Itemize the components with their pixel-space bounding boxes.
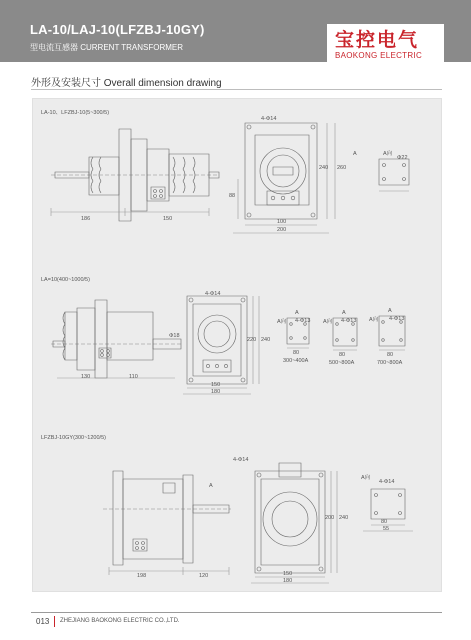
dim-4-phi14-3: 4-Φ14 xyxy=(233,457,249,463)
dim-180: 180 xyxy=(211,389,221,395)
rating-300-400a: 300~400A xyxy=(283,358,309,364)
dim-88: 88 xyxy=(229,193,236,199)
page-subtitle: 型电流互感器 CURRENT TRANSFORMER xyxy=(30,43,184,52)
dim-110: 110 xyxy=(129,374,138,380)
dim-150: 150 xyxy=(163,216,173,222)
section-divider xyxy=(31,89,442,90)
page-number: 013 xyxy=(36,617,50,626)
dim-4-phi13-1: 4-Φ13 xyxy=(295,318,311,324)
dim-150-3: 150 xyxy=(283,571,293,577)
dim-200: 200 xyxy=(277,227,287,233)
drawing-panel xyxy=(32,98,442,592)
dim-4-phi13-2: 4-Φ13 xyxy=(341,318,357,324)
view-a-label-4: A向 xyxy=(361,475,371,481)
dim-130: 130 xyxy=(81,374,91,380)
dim-80-3: 80 xyxy=(387,352,394,358)
dim-80-1: 80 xyxy=(293,350,300,356)
view-marker-a-1: A xyxy=(295,310,299,316)
view-marker-a: A xyxy=(353,151,357,157)
drawing-3-label: LFZBJ-10GY(300~1200/5) xyxy=(41,435,106,441)
view-a-label-3: A向 xyxy=(369,317,379,323)
dim-55: 55 xyxy=(383,526,390,532)
view-a-label-2: A向 xyxy=(323,319,333,325)
view-marker-a-2: A xyxy=(342,310,346,316)
footer-separator xyxy=(54,616,55,627)
logo-chinese-text: 宝控电气 xyxy=(335,29,420,51)
dim-186: 186 xyxy=(81,216,91,222)
drawing-2-svg xyxy=(33,284,441,414)
dim-240-2: 240 xyxy=(261,337,271,343)
section-title: 外形及安装尺寸 Overall dimension drawing xyxy=(31,78,222,89)
dim-198: 198 xyxy=(137,573,147,579)
dim-100: 100 xyxy=(277,219,287,225)
rating-700-800a: 700~800A xyxy=(377,360,403,366)
footer-company: ZHEJIANG BAOKONG ELECTRIC CO.,LTD. xyxy=(60,618,180,624)
dim-phi22: Φ22 xyxy=(397,155,408,161)
footer-divider xyxy=(31,612,442,613)
drawing-1-svg xyxy=(33,99,441,264)
dim-120: 120 xyxy=(199,573,209,579)
rating-500-800a: 500~800A xyxy=(329,360,355,366)
dim-200-2: 200 xyxy=(325,515,335,521)
dim-150-2: 150 xyxy=(211,382,221,388)
view-a-label-1: A向 xyxy=(277,319,287,325)
drawing-3-svg xyxy=(33,449,441,589)
dim-220: 220 xyxy=(247,337,257,343)
dim-260: 260 xyxy=(337,165,347,171)
dim-80-4: 80 xyxy=(381,519,388,525)
dim-phi18: Φ18 xyxy=(169,333,180,339)
company-logo xyxy=(327,24,444,64)
dim-240-3: 240 xyxy=(339,515,349,521)
dim-180-2: 180 xyxy=(283,578,293,584)
logo-english-text: BAOKONG ELECTRIC xyxy=(335,51,423,60)
dim-80-2: 80 xyxy=(339,352,346,358)
dim-4-phi14: 4-Φ14 xyxy=(261,116,277,122)
dim-4-phi14-4: 4-Φ14 xyxy=(379,479,395,485)
page-title: LA-10/LAJ-10(LFZBJ-10GY) xyxy=(30,22,205,37)
view-a-label: A向 xyxy=(383,151,393,157)
view-marker-a-4: A xyxy=(209,483,213,489)
dim-240: 240 xyxy=(319,165,329,171)
dim-4-phi13-3: 4-Φ13 xyxy=(389,316,405,322)
drawing-1-label: LA-10、LFZBJ-10(5~300/5) xyxy=(41,110,110,116)
dim-4-phi14-2: 4-Φ14 xyxy=(205,291,221,297)
drawing-2-label: LA=10(400~1000/5) xyxy=(41,277,90,283)
view-marker-a-3: A xyxy=(388,308,392,314)
